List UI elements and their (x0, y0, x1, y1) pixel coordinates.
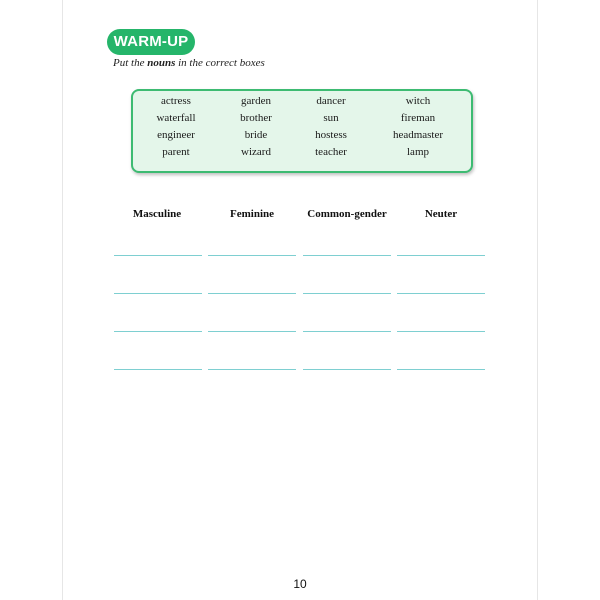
page-number: 10 (293, 577, 307, 591)
answer-line-common-gender[interactable] (303, 369, 391, 370)
answer-line-common-gender[interactable] (303, 255, 391, 256)
answer-line-feminine[interactable] (208, 293, 296, 294)
answer-line-neuter[interactable] (397, 255, 485, 256)
instruction-emphasis: nouns (147, 57, 176, 69)
word-bank-item: hostess (315, 129, 347, 141)
column-header-common-gender: Common-gender (307, 208, 387, 220)
word-bank-item: wizard (241, 146, 271, 158)
column-header-neuter: Neuter (424, 208, 458, 220)
column-header-masculine: Masculine (132, 208, 182, 220)
word-bank-item: garden (241, 95, 271, 107)
warm-up-badge: WARM-UP (107, 29, 195, 55)
answer-line-neuter[interactable] (397, 293, 485, 294)
answer-line-common-gender[interactable] (303, 293, 391, 294)
answer-line-masculine[interactable] (114, 331, 202, 332)
instruction-text (113, 57, 265, 69)
word-bank-item: actress (161, 95, 191, 107)
word-bank-box (131, 89, 473, 173)
answer-line-neuter[interactable] (397, 369, 485, 370)
answer-line-common-gender[interactable] (303, 331, 391, 332)
word-bank-item: waterfall (156, 112, 196, 124)
answer-line-masculine[interactable] (114, 293, 202, 294)
word-bank-item: headmaster (392, 129, 444, 141)
word-bank-item: engineer (157, 129, 195, 141)
word-bank-item: parent (162, 146, 190, 158)
word-bank-item: fireman (400, 112, 436, 124)
word-bank-item: witch (405, 95, 431, 107)
instruction-suffix: in the correct boxes (178, 57, 265, 69)
instruction-prefix: Put the (113, 57, 145, 69)
word-bank-item: lamp (407, 146, 429, 158)
column-header-feminine: Feminine (230, 208, 274, 220)
answer-line-feminine[interactable] (208, 255, 296, 256)
word-bank-item: teacher (315, 146, 347, 158)
word-bank-item: dancer (316, 95, 346, 107)
answer-line-neuter[interactable] (397, 331, 485, 332)
answer-line-feminine[interactable] (208, 331, 296, 332)
answer-line-masculine[interactable] (114, 369, 202, 370)
word-bank-item: brother (240, 112, 272, 124)
word-bank-item: sun (323, 112, 339, 124)
word-bank-item: bride (244, 129, 268, 141)
answer-line-feminine[interactable] (208, 369, 296, 370)
answer-line-masculine[interactable] (114, 255, 202, 256)
